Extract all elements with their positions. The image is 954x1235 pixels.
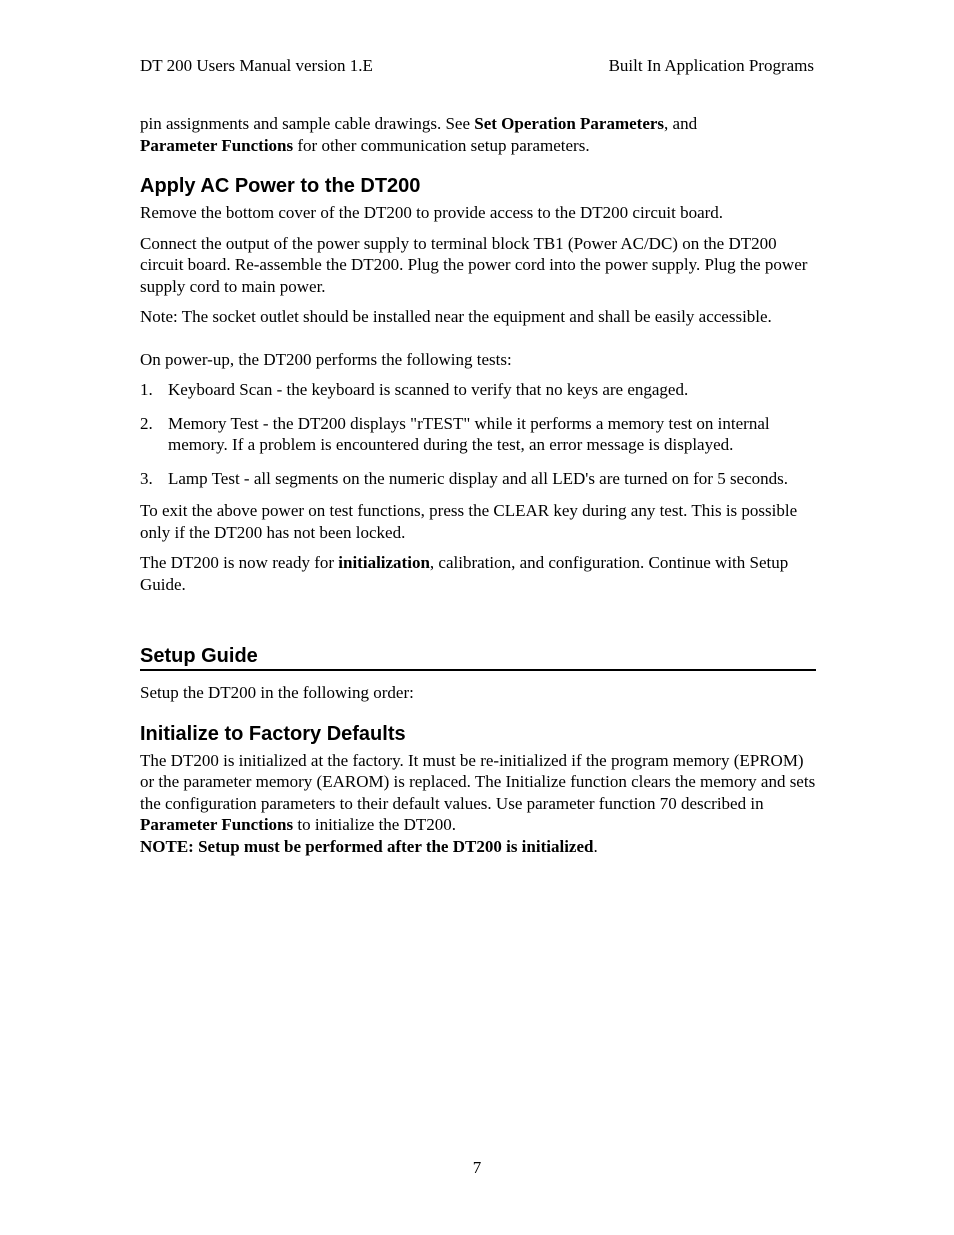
initialize-defaults-heading: Initialize to Factory Defaults [140, 722, 406, 745]
exit-tests-paragraph: To exit the above power on test functions, press the CLEAR key during any test. This is possible only if the DT200 has not been locked. [140, 501, 798, 542]
intro-text-2: , and [664, 114, 698, 133]
initialize-paragraph [140, 750, 816, 858]
setup-order-paragraph: Setup the DT200 in the following order: [140, 683, 414, 702]
set-operation-parameters-ref: Set Operation Parameters [474, 114, 665, 133]
list-item-number: 3. [140, 468, 153, 488]
initialization-term: initialization [338, 553, 430, 572]
setup-after-init-note: NOTE: Setup must be performed after the DT200 is initialized [140, 836, 594, 856]
header-section-title: Built In Application Programs [608, 56, 814, 75]
list-item [140, 413, 816, 456]
ready-text-2: , calibration, and configuration. Continue with Setup Guide. [140, 553, 789, 594]
power-up-tests-intro: On power-up, the DT200 performs the following tests: [140, 349, 512, 369]
parameter-functions-ref: Parameter Functions [140, 135, 294, 155]
initialize-text-2: to initialize the DT200. [293, 815, 457, 834]
header-manual-title: DT 200 Users Manual version 1.E [140, 56, 373, 75]
list-item-text: Memory Test - the DT200 displays "rTEST" while it performs a memory test on internal memory. If a problem is encountered during the test, an error message is displayed. [168, 413, 770, 454]
initialize-text-1: The DT200 is initialized at the factory. It must be re-initialized if the program memory (EPROM) or the parameter memory (EAROM) is replaced. The Initialize function clears the memory and sets the configuration parameters to their default values. Use parameter function 70 described in [140, 750, 816, 813]
power-up-tests-list [140, 379, 816, 489]
connect-power-paragraph: Connect the output of the power supply to terminal block TB1 (Power AC/DC) on the DT200 circuit board. Re-assemble the DT200. Plug the power cord into the power supply. Plug the power supply cord to main power. [140, 233, 808, 296]
list-item-number: 2. [140, 413, 153, 433]
list-item-text: Keyboard Scan - the keyboard is scanned to verify that no keys are engaged. [168, 380, 689, 399]
remove-cover-paragraph: Remove the bottom cover of the DT200 to provide access to the DT200 circuit board. [140, 203, 724, 222]
intro-text-3: for other communication setup parameters. [293, 135, 590, 155]
intro-paragraph [140, 113, 816, 156]
parameter-functions-ref-2: Parameter Functions [140, 815, 294, 834]
list-item-text: Lamp Test - all segments on the numeric display and all LED's are turned on for 5 seconds. [168, 468, 789, 488]
list-item [140, 468, 816, 490]
page-number: 7 [472, 1158, 482, 1177]
ready-text-1: The DT200 is now ready for [140, 553, 339, 572]
setup-guide-heading: Setup Guide [140, 644, 816, 671]
socket-outlet-note: Note: The socket outlet should be installed near the equipment and shall be easily accessible. [140, 307, 772, 326]
intro-text-1: pin assignments and sample cable drawings. See [140, 114, 475, 133]
ready-paragraph [140, 552, 816, 595]
initialize-text-3: . [593, 836, 598, 856]
list-item-number: 1. [140, 380, 153, 399]
page-content [140, 113, 816, 857]
apply-ac-power-heading: Apply AC Power to the DT200 [140, 175, 421, 197]
list-item [140, 379, 816, 401]
